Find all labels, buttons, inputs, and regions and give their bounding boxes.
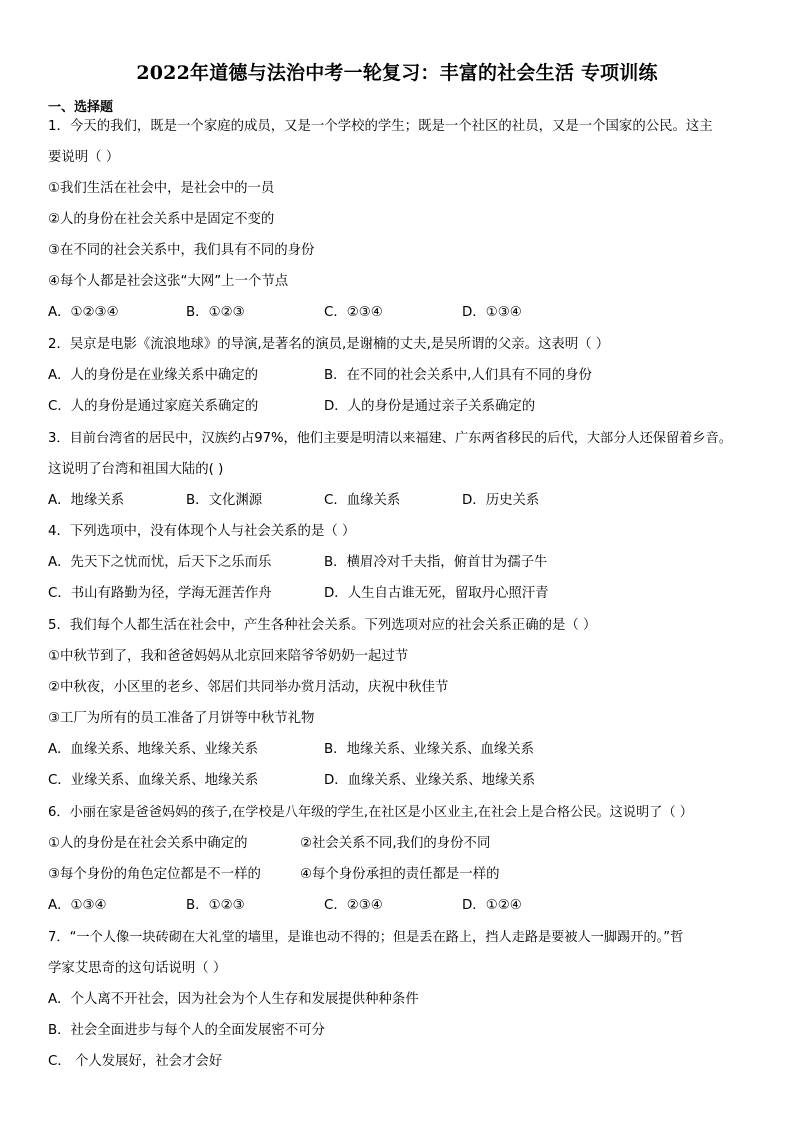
q1-option-d: D．①③④ (462, 305, 522, 320)
q1-statement-1: ①我们生活在社会中，是社会中的一员 (48, 181, 275, 196)
q1-statement-4: ④每个人都是社会这张“大网”上一个节点 (48, 274, 289, 289)
q6-option-b: B．①②③ (186, 898, 245, 913)
q7-stem-line2: 学家艾思奇的这句话说明（ ） (48, 961, 227, 976)
q6-statement-3: ③每个身份的角色定位都是不一样的 (48, 867, 261, 882)
q3-option-d: D．历史关系 (462, 493, 540, 508)
q2-stem: 2．吴京是电影《流浪地球》的导演,是著名的演员,是谢楠的丈夫,是吴所谓的父亲。这表明（ ） (48, 337, 610, 352)
q6-option-c: C．②③④ (324, 898, 383, 913)
q5-statement-1: ①中秋节到了，我和爸爸妈妈从北京回来陪爷爷奶奶一起过节 (48, 649, 409, 664)
q6-statement-1: ①人的身份是在社会关系中确定的 (48, 836, 248, 851)
q4-option-c: C．书山有路勤为径，学海无涯苦作舟 (48, 586, 272, 601)
q1-option-b: B．①②③ (186, 305, 245, 320)
q7-option-a: A．个人离不开社会，因为社会为个人生存和发展提供种种条件 (48, 992, 419, 1007)
q1-option-a: A．①②③④ (48, 305, 119, 320)
q1-statement-2: ②人的身份在社会关系中是固定不变的 (48, 212, 275, 227)
q2-option-b: B．在不同的社会关系中,人们具有不同的身份 (324, 368, 592, 383)
q5-option-d: D．血缘关系、业缘关系、地缘关系 (324, 773, 536, 788)
q3-stem-line1: 3．目前台湾省的居民中，汉族约占97%，他们主要是明清以来福建、广东两省移民的后代，大部分人还保留着乡音。 (48, 431, 732, 446)
q7-stem-line1: 7．“一个人像一块砖砌在大礼堂的墙里，是谁也动不得的；但是丢在路上，挡人走路是要被人一脚踢开的。”哲 (48, 930, 684, 945)
q7-option-c: C． 个人发展好，社会才会好 (48, 1054, 223, 1069)
q3-stem-line2: 这说明了台湾和祖国大陆的( ) (48, 462, 224, 477)
q1-option-c: C．②③④ (324, 305, 383, 320)
section-heading: 一、选择题 (48, 100, 114, 115)
page-title: 2022年道德与法治中考一轮复习：丰富的社会生活 专项训练 (136, 62, 658, 84)
q2-option-d: D．人的身份是通过亲子关系确定的 (324, 399, 536, 414)
q4-option-d: D．人生自古谁无死，留取丹心照汗青 (324, 586, 549, 601)
q5-option-a: A．血缘关系、地缘关系、业缘关系 (48, 742, 259, 757)
q5-statement-3: ③工厂为所有的员工准备了月饼等中秋节礼物 (48, 711, 315, 726)
q2-option-c: C．人的身份是通过家庭关系确定的 (48, 399, 259, 414)
q6-stem: 6．小丽在家是爸爸妈妈的孩子,在学校是八年级的学生,在社区是小区业主,在社会上是合格公民。这说明了（ ） (48, 805, 693, 820)
q4-option-b: B．横眉冷对千夫指，俯首甘为孺子牛 (324, 555, 548, 570)
q7-option-b: B．社会全面进步与每个人的全面发展密不可分 (48, 1023, 325, 1038)
q1-stem-line2: 要说明（ ） (48, 150, 120, 165)
q5-stem: 5．我们每个人都生活在社会中，产生各种社会关系。下列选项对应的社会关系正确的是（ ） (48, 618, 597, 633)
q3-option-b: B．文化渊源 (186, 493, 263, 508)
q5-statement-2: ②中秋夜，小区里的老乡、邻居们共同举办赏月活动，庆祝中秋佳节 (48, 680, 449, 695)
q5-option-c: C．业缘关系、血缘关系、地缘关系 (48, 773, 259, 788)
q1-statement-3: ③在不同的社会关系中，我们具有不同的身份 (48, 243, 315, 258)
q6-option-a: A．①③④ (48, 898, 107, 913)
q3-option-a: A．地缘关系 (48, 493, 125, 508)
q4-option-a: A．先天下之忧而忧，后天下之乐而乐 (48, 555, 272, 570)
q4-stem: 4．下列选项中，没有体现个人与社会关系的是（ ） (48, 524, 356, 539)
q3-option-c: C．血缘关系 (324, 493, 401, 508)
q6-statement-4: ④每个身份承担的责任都是一样的 (300, 867, 500, 882)
q2-option-a: A．人的身份是在业缘关系中确定的 (48, 368, 259, 383)
q5-option-b: B．地缘关系、业缘关系、血缘关系 (324, 742, 535, 757)
q6-option-d: D．①②④ (462, 898, 522, 913)
q1-stem-line1: 1．今天的我们，既是一个家庭的成员，又是一个学校的学生；既是一个社区的社员，又是一个国家的公民。这主 (48, 119, 713, 134)
q6-statement-2: ②社会关系不同,我们的身份不同 (300, 836, 491, 851)
